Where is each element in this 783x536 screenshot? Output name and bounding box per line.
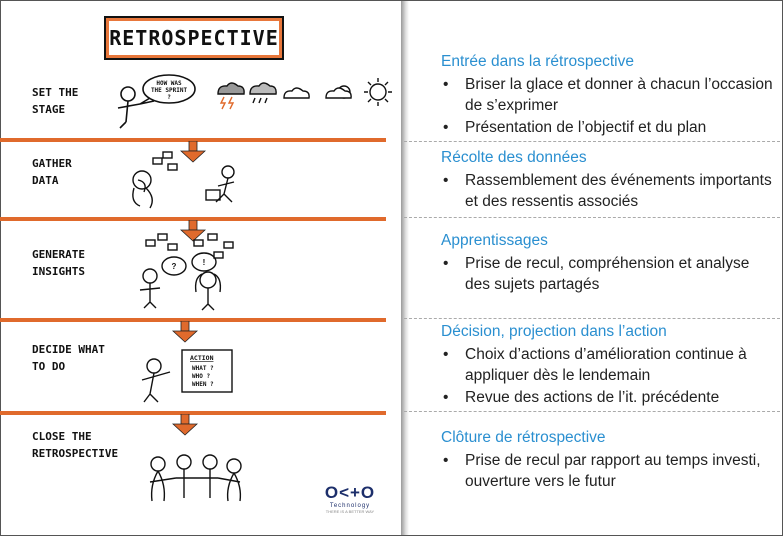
- step-label-close-the-retrospective: CLOSE THE RETROSPECTIVE: [32, 430, 119, 460]
- bullet-item: • Briser la glace et donner à chacun l’occasion de s’exprimer: [441, 74, 776, 116]
- bullet-item: • Présentation de l’objectif et du plan: [441, 117, 776, 138]
- svg-text:WHO ?: WHO ?: [192, 373, 211, 380]
- svg-text:WHEN ?: WHEN ?: [192, 381, 214, 388]
- poster-title: RETROSPECTIVE: [104, 16, 284, 60]
- down-arrow-icon: [172, 414, 198, 436]
- section-title: Récolte des données: [441, 149, 587, 166]
- bullet-item: • Rassemblement des événements importants et des ressentis associés: [441, 170, 776, 212]
- svg-text:!: !: [202, 258, 206, 267]
- octo-technology-logo: O<+O Technology THERE IS A BETTER WAY: [324, 483, 376, 514]
- svg-text:THE SPRINT: THE SPRINT: [150, 87, 188, 94]
- section-close-retrospective: [441, 428, 776, 493]
- set-the-stage-illustration: [112, 72, 402, 132]
- presenter-icon: [147, 359, 161, 373]
- section-title: Entrée dans la rétrospective: [441, 53, 634, 70]
- section-title: Apprentissages: [441, 232, 548, 249]
- rain-cloud-icon: [250, 83, 276, 103]
- svg-text:ACTION: ACTION: [190, 354, 214, 362]
- step-label-set-the-stage: SET THE STAGE: [32, 86, 79, 116]
- sun-icon: [364, 78, 392, 106]
- writing-person-icon: [222, 166, 234, 178]
- bullet-item: • Revue des actions de l’it. précédente: [441, 387, 776, 408]
- bullet-item: • Prise de recul, compréhension et analyse des sujets partagés: [441, 253, 776, 295]
- section-title: Décision, projection dans l’action: [441, 323, 667, 340]
- section-divider: [404, 411, 780, 412]
- cloud-icon: [284, 88, 309, 98]
- step-label-gather-data: GATHER DATA: [32, 157, 72, 187]
- svg-text:WHAT ?: WHAT ?: [192, 365, 214, 372]
- thinking-person-icon: [133, 171, 151, 189]
- section-generate-insights: [441, 231, 776, 296]
- section-decide-what-to-do: [441, 322, 776, 409]
- person-icon: [200, 272, 216, 288]
- decide-what-to-do-illustration: [138, 344, 248, 404]
- sun-behind-cloud-icon: [326, 86, 351, 98]
- close-retrospective-illustration: [142, 452, 252, 512]
- svg-text:?: ?: [171, 262, 177, 271]
- storm-cloud-icon: [218, 83, 244, 109]
- step-label-decide-what-to-do: DECIDE WHAT TO DO: [32, 343, 105, 373]
- section-divider: [404, 217, 780, 218]
- person-head-icon: [121, 87, 135, 101]
- section-divider: [404, 318, 780, 319]
- bullet-item: • Prise de recul par rapport au temps investi, ouverture vers le futur: [441, 450, 776, 492]
- section-divider: [404, 141, 780, 142]
- generate-insights-illustration: [128, 230, 248, 310]
- down-arrow-icon: [172, 321, 198, 343]
- person-icon: [143, 269, 157, 283]
- svg-text:HOW WAS: HOW WAS: [156, 80, 182, 87]
- step-label-generate-insights: GENERATE INSIGHTS: [32, 248, 85, 278]
- group-of-people-icon: [150, 455, 241, 501]
- bullet-item: • Choix d’actions d’amélioration continue à appliquer dès le lendemain: [441, 344, 776, 386]
- section-set-the-stage: [441, 52, 776, 139]
- section-title: Clôture de rétrospective: [441, 429, 606, 446]
- section-gather-data: [441, 148, 776, 213]
- gather-data-illustration: [120, 150, 260, 212]
- svg-text:?: ?: [167, 94, 171, 101]
- page-fold-shadow: [401, 1, 409, 535]
